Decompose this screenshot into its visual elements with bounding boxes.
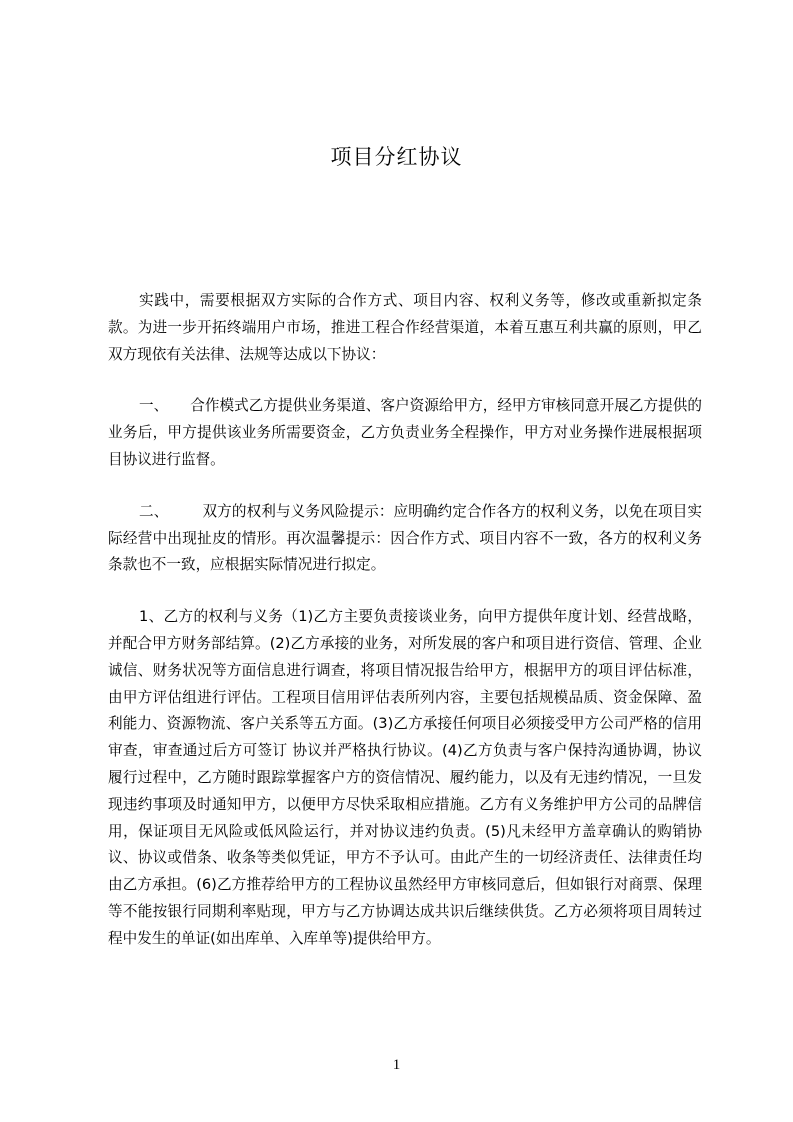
page-number: 1 (392, 1057, 401, 1073)
section-number: 一、 (139, 397, 169, 415)
paragraph-section-two (108, 499, 702, 579)
section-number: 二、 (139, 502, 169, 520)
document-title: 项目分红协议 (330, 145, 463, 169)
paragraph-section-one (108, 393, 702, 473)
paragraph-text: 1、乙方的权利与义务（1)乙方主要负责接谈业务，向甲方提供年度计划、经营战略，并配合甲方财务部结算。(2)乙方承接的业务，对所发展的客户和项目进行资信、管理、企业诚信、财务状况等方面信息进行调查，将项目情况报告给甲方，根据甲方的项目评估标准，由甲方评估组进行评估。工程项目信用评估表所列内容，主要包括规模品质、资金保障、盈利能力、资源物流、客户关系等五方面。(3)乙方承接任何项目必须接受甲方公司严格的信用审查，审查通过后方可签订 协议并严格执行协议。(4)乙方负责与客户保持沟通协调，协议履行过程中，乙方随时跟踪掌握客户方的资信情况、履约能力，以及有无违约情况，一旦发现违约事项及时通知甲方，以便甲方尽快采取相应措施。乙方有义务维护甲方公司的品牌信用，保证项目无风险或低风险运行，并对协议违约负责。(5)凡未经甲方盖章确认的购销协议、协议或借条、收条等类似凭证，甲方不予认可。由此产生的一切经济责任、法律责任均由乙方承担。(6)乙方推荐给甲方的工程协议虽然经甲方审核同意后，但如银行对商票、保理等不能按银行同期利率贴现，甲方与乙方协调达成共识后继续供货。乙方必须将项目周转过程中发生的单证(如出库单、入库单等)提供给甲方。 (108, 608, 702, 947)
paragraph-intro (108, 288, 702, 368)
document-body (108, 288, 702, 978)
paragraph-party-b-rights (108, 604, 702, 952)
paragraph-text: 实践中，需要根据双方实际的合作方式、项目内容、权利义务等，修改或重新拟定条款。为进一步开拓终端用户市场，推进工程合作经营渠道，本着互惠互利共赢的原则，甲乙双方现依有关法律、法规等达成以下协议： (108, 292, 702, 363)
paragraph-text: 合作模式乙方提供业务渠道、客户资源给甲方，经甲方审核同意开展乙方提供的业务后，甲方提供该业务所需要资金，乙方负责业务全程操作，甲方对业务操作进展根据项目协议进行监督。 (108, 397, 702, 468)
paragraph-text: 双方的权利与义务风险提示：应明确约定合作各方的权利义务，以免在项目实际经营中出现扯皮的情形。再次温馨提示：因合作方式、项目内容不一致，各方的权利义务条款也不一致，应根据实际情况进行拟定。 (108, 502, 702, 574)
